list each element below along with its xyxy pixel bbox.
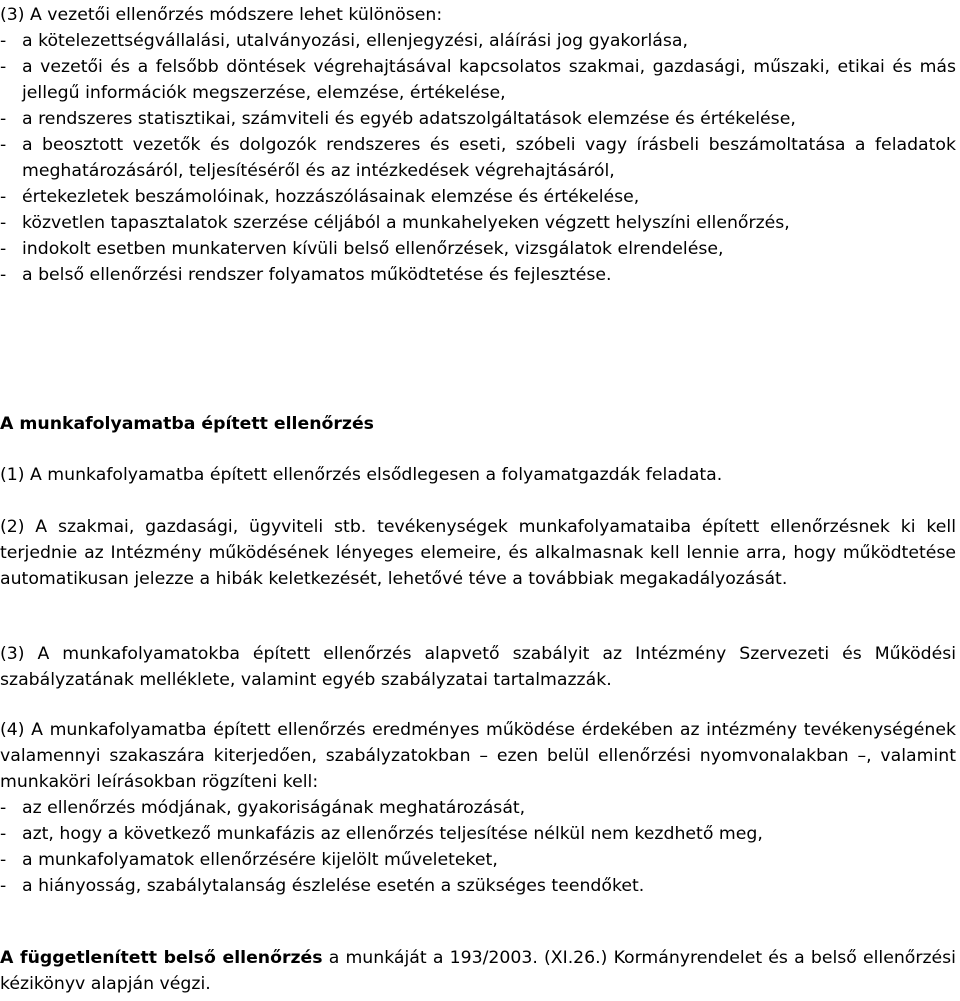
list-item-text: azt, hogy a következő munkafázis az ellenőrzés teljesítése nélkül nem kezdhető meg, xyxy=(22,824,763,844)
section-heading: A munkafolyamatba épített ellenőrzés xyxy=(0,414,374,434)
list-item-text: indokolt esetben munkaterven kívüli belső ellenőrzések, vizsgálatok elrendelése, xyxy=(22,239,724,259)
list-dash: - xyxy=(0,876,7,896)
list-dash: - xyxy=(0,31,7,51)
list-item xyxy=(0,106,956,132)
list-item-text: a munkafolyamatok ellenőrzésére kijelölt műveleteket, xyxy=(22,850,498,870)
list-item-text: értekezletek beszámolóinak, hozzászólásainak elemzése és értékelése, xyxy=(22,187,640,207)
list-dash: - xyxy=(0,187,7,207)
vezetoi-ellenorzes-intro: (3) A vezetői ellenőrzés módszere lehet különösen: xyxy=(0,5,443,25)
list-item xyxy=(0,262,956,288)
paragraph-4: (4) A munkafolyamatba épített ellenőrzés eredményes működése érdekében az intézmény tevékenységének valamennyi szakaszára kiterjedően, szabályzatokban – ezen belül ellenőrzési nyomvonalakban –, valamint munkaköri leírásokban rögzíteni kell: xyxy=(0,720,956,792)
paragraph-4-block xyxy=(0,717,956,899)
list-dash: - xyxy=(0,135,7,155)
list-dash: - xyxy=(0,239,7,259)
list-item-text: az ellenőrzés módjának, gyakoriságának meghatározását, xyxy=(22,798,526,818)
list-item xyxy=(0,210,956,236)
list-item-text: a kötelezettségvállalási, utalványozási, ellenjegyzési, aláírási jog gyakorlása, xyxy=(22,31,688,51)
list-item xyxy=(0,132,956,184)
list-item xyxy=(0,847,956,873)
list-dash: - xyxy=(0,798,7,818)
list-item-text: a vezetői és a felsőbb döntések végrehajtásával kapcsolatos szakmai, gazdasági, műszaki, etikai és más jellegű információk megszerzése, elemzése, értékelése, xyxy=(22,57,956,103)
list-dash: - xyxy=(0,213,7,233)
paragraph-1: (1) A munkafolyamatba épített ellenőrzés elsődlegesen a folyamatgazdák feladata. xyxy=(0,465,723,485)
list-item xyxy=(0,184,956,210)
paragraph-3: (3) A munkafolyamatokba épített ellenőrzés alapvető szabályit az Intézmény Szervezeti és Működési szabályzatának melléklete, valamint egyéb szabályzatai tartalmazzák. xyxy=(0,644,956,690)
list-item xyxy=(0,236,956,262)
fuggetlenitett-ellenorzes-lead: A függetlenített belső ellenőrzés xyxy=(0,948,323,968)
list-dash: - xyxy=(0,824,7,844)
list-item-text: közvetlen tapasztalatok szerzése céljából a munkahelyeken végzett helyszíni ellenőrzés, xyxy=(22,213,790,233)
fuggetlenitett-ellenorzes-text: a munkáját a 193/2003. (XI.26.) Kormányrendelet és a belső ellenőrzési kézikönyv alapján végzi. xyxy=(0,948,956,994)
list-item-text: a rendszeres statisztikai, számviteli és egyéb adatszolgáltatások elemzése és értékelése, xyxy=(22,109,796,129)
list-item xyxy=(0,28,956,54)
list-dash: - xyxy=(0,57,7,77)
list-dash: - xyxy=(0,850,7,870)
fuggetlenitett-ellenorzes-paragraph xyxy=(0,945,956,997)
list-item xyxy=(0,795,956,821)
list-dash: - xyxy=(0,265,7,285)
paragraph-2: (2) A szakmai, gazdasági, ügyviteli stb. tevékenységek munkafolyamataiba épített ellenőrzésnek ki kell terjednie az Intézmény működésének lényeges elemeire, és alkalmasnak kell lennie arra, hogy működtetése automatikusan jelezze a hibák keletkezését, lehetővé téve a továbbiak megakadályozását. xyxy=(0,517,956,589)
vezetoi-ellenorzes-block xyxy=(0,2,956,288)
list-item xyxy=(0,821,956,847)
list-item-text: a beosztott vezetők és dolgozók rendszeres és eseti, szóbeli vagy írásbeli beszámoltatása a feladatok meghatározásáról, teljesítéséről és az intézkedések végrehajtásáról, xyxy=(22,135,956,181)
list-item-text: a hiányosság, szabálytalanság észlelése esetén a szükséges teendőket. xyxy=(22,876,645,896)
list-item-text: a belső ellenőrzési rendszer folyamatos működtetése és fejlesztése. xyxy=(22,265,612,285)
list-item xyxy=(0,54,956,106)
list-dash: - xyxy=(0,109,7,129)
list-item xyxy=(0,873,956,899)
